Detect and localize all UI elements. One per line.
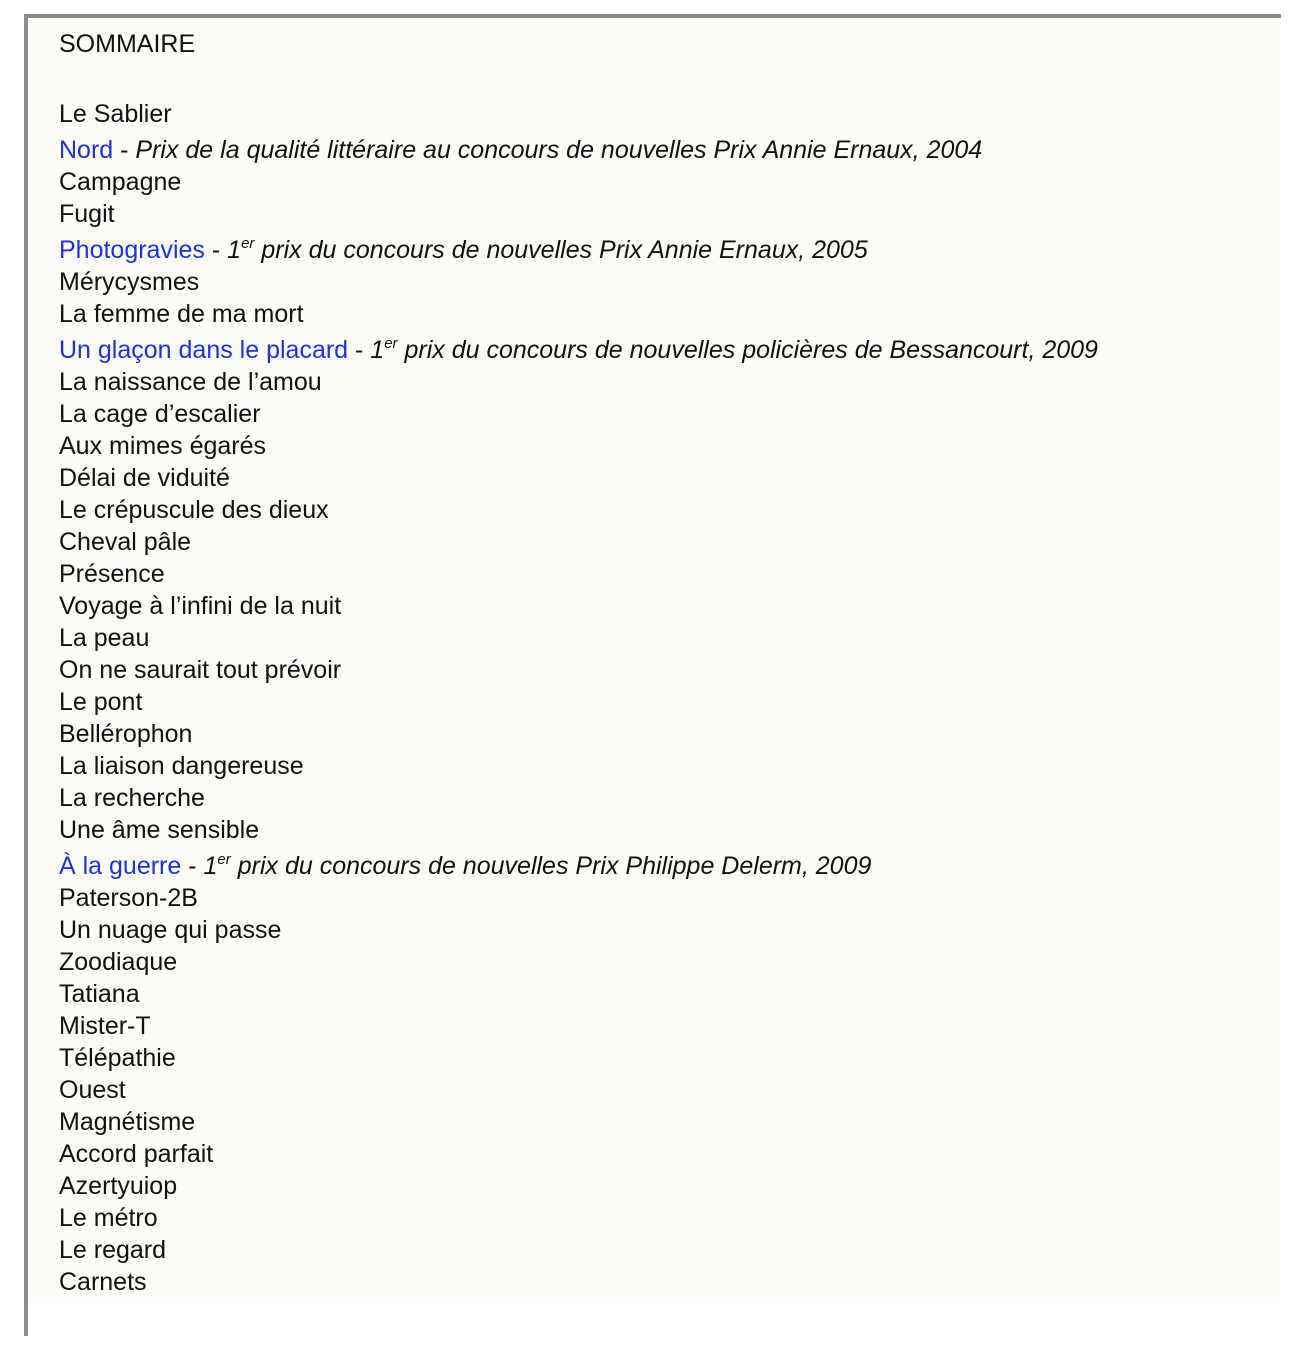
ordinal-superscript: er (217, 851, 231, 868)
list-item (59, 1170, 1098, 1202)
story-title: Une âme sensible (59, 816, 260, 844)
title-spacer (59, 60, 1098, 98)
award-note-text: prix du concours de nouvelles policières de Bessancourt, 2009 (397, 336, 1098, 364)
list-item (59, 1266, 1098, 1298)
list-item (59, 558, 1098, 590)
story-title: La liaison dangereuse (59, 752, 304, 780)
list-item (59, 1106, 1098, 1138)
story-title: Mister-T (59, 1012, 151, 1040)
separator: - (113, 136, 136, 164)
story-title: Mérycysmes (59, 268, 200, 296)
story-title: Ouest (59, 1076, 126, 1104)
story-title: Carnets (59, 1268, 147, 1296)
list-item (59, 1138, 1098, 1170)
separator: - (181, 852, 204, 880)
list-item (59, 814, 1098, 846)
list-item (59, 1042, 1098, 1074)
story-title: Télépathie (59, 1044, 176, 1072)
list-item[interactable] (59, 230, 1098, 266)
list-item (59, 1010, 1098, 1042)
list-item (59, 882, 1098, 914)
story-title: Azertyuiop (59, 1172, 178, 1200)
list-item (59, 462, 1098, 494)
list-item (59, 1202, 1098, 1234)
story-title: Un nuage qui passe (59, 916, 282, 944)
story-title: Voyage à l’infini de la nuit (59, 592, 342, 620)
list-item (59, 718, 1098, 750)
story-title: Accord parfait (59, 1140, 214, 1168)
story-title: Tatiana (59, 980, 140, 1008)
story-link[interactable]: Un glaçon dans le placard (59, 336, 349, 364)
story-title: La recherche (59, 784, 205, 812)
list-item[interactable] (59, 130, 1098, 166)
list-item (59, 366, 1098, 398)
list-item[interactable] (59, 330, 1098, 366)
story-title: La naissance de l’amou (59, 368, 322, 396)
list-item (59, 526, 1098, 558)
story-title: Campagne (59, 168, 182, 196)
story-title: Bellérophon (59, 720, 193, 748)
story-title: Le regard (59, 1236, 167, 1264)
award-note: Prix de la qualité littéraire au concours de nouvelles Prix Annie Ernaux, 2004 (135, 136, 983, 164)
list-item (59, 782, 1098, 814)
story-link[interactable]: Nord (59, 136, 114, 164)
list-item (59, 166, 1098, 198)
story-title: Magnétisme (59, 1108, 196, 1136)
list-item (59, 978, 1098, 1010)
list-item (59, 98, 1098, 130)
list-item[interactable] (59, 846, 1098, 882)
story-title: Le métro (59, 1204, 158, 1232)
award-note: 1 (370, 336, 385, 364)
list-item (59, 1074, 1098, 1106)
story-title: Cheval pâle (59, 528, 192, 556)
document-title: SOMMAIRE (59, 30, 196, 58)
list-item (59, 686, 1098, 718)
list-item (59, 590, 1098, 622)
table-of-contents (59, 28, 1098, 1298)
story-title: Paterson-2B (59, 884, 198, 912)
list-item (59, 914, 1098, 946)
separator: - (204, 236, 228, 264)
story-title: Le Sablier (59, 100, 172, 128)
story-title: La peau (59, 624, 150, 652)
award-note: 1 (203, 852, 218, 880)
list-item (59, 266, 1098, 298)
story-title: La cage d’escalier (59, 400, 261, 428)
story-title: Délai de viduité (59, 464, 230, 492)
award-note-text: prix du concours de nouvelles Prix Annie Ernaux, 2005 (254, 236, 868, 264)
story-title: Aux mimes égarés (59, 432, 267, 460)
story-title: Fugit (59, 200, 115, 228)
list-item (59, 622, 1098, 654)
list-item (59, 750, 1098, 782)
list-item (59, 654, 1098, 686)
story-title: Zoodiaque (59, 948, 178, 976)
story-title: La femme de ma mort (59, 300, 304, 328)
story-title: Présence (59, 560, 165, 588)
list-item (59, 298, 1098, 330)
story-title: Le crépuscule des dieux (59, 496, 329, 524)
entry-list (59, 98, 1098, 1298)
story-link[interactable]: Photogravies (59, 236, 205, 264)
story-title: On ne saurait tout prévoir (59, 656, 342, 684)
story-title: Le pont (59, 688, 143, 716)
ordinal-superscript: er (384, 335, 398, 352)
list-item (59, 430, 1098, 462)
story-link[interactable]: À la guerre (59, 852, 182, 880)
list-item (59, 198, 1098, 230)
list-item (59, 398, 1098, 430)
separator: - (348, 336, 371, 364)
list-item (59, 494, 1098, 526)
award-note: 1 (227, 236, 242, 264)
list-item (59, 1234, 1098, 1266)
ordinal-superscript: er (241, 235, 255, 252)
award-note-text: prix du concours de nouvelles Prix Philippe Delerm, 2009 (230, 852, 872, 880)
list-item (59, 946, 1098, 978)
